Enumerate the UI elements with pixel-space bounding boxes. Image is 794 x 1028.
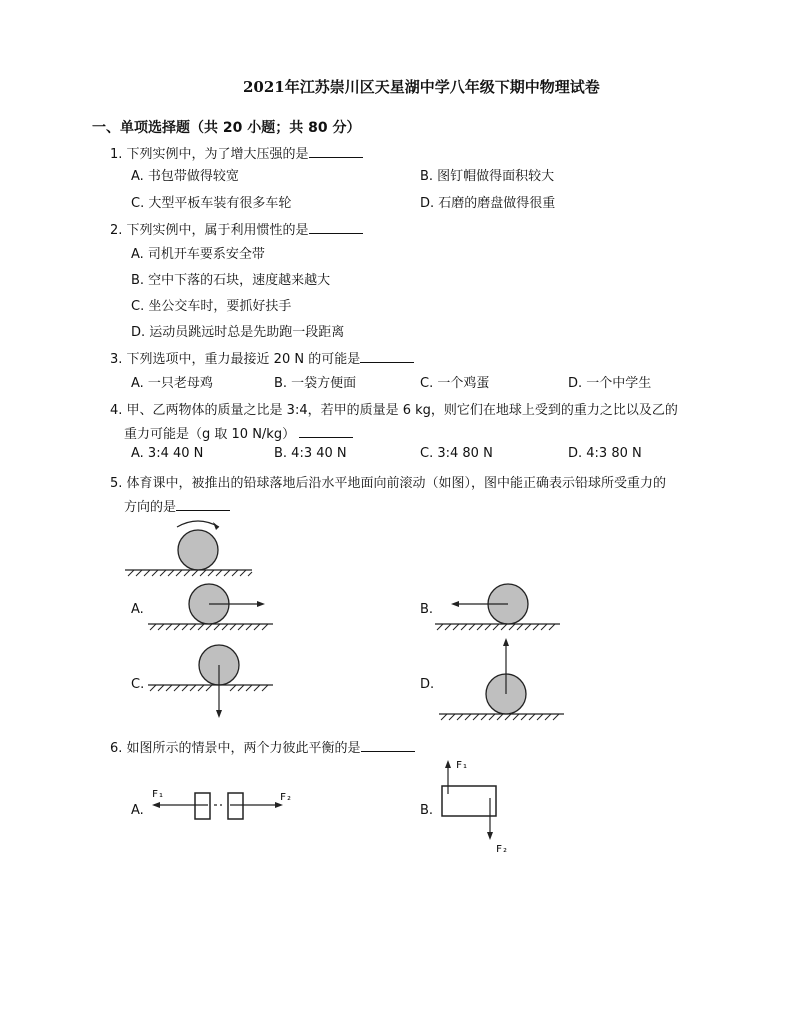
question-4-stem-line2: 重力可能是（g 取 10 N/kg） (124, 423, 353, 442)
question-3-stem: 3. 下列选项中，重力最接近 20 N 的可能是 (110, 348, 414, 367)
q5-option-c-figure (145, 642, 280, 722)
q6-option-b-figure (438, 756, 528, 856)
answer-blank (299, 426, 353, 438)
q6-option-a-label: A. (131, 803, 144, 818)
q2-option-c: C. 坐公交车时，要抓好扶手 (131, 299, 292, 314)
q1-option-b: B. 图钉帽做得面积较大 (420, 169, 555, 184)
q5-option-b-label: B. (420, 602, 434, 617)
q2-option-a: A. 司机开车要系安全带 (131, 247, 265, 262)
q5-option-b-figure (432, 580, 567, 635)
q6-option-b-label: B. (420, 803, 434, 818)
answer-blank (360, 351, 414, 363)
q3-option-b: B. 一袋方便面 (274, 376, 357, 391)
question-1-stem: 1. 下列实例中，为了增大压强的是 (110, 143, 363, 162)
rolling-ball-figure (120, 510, 260, 580)
q4-option-a: A. 3:4 40 N (131, 446, 204, 461)
q2-option-d: D. 运动员跳远时总是先助跑一段距离 (131, 325, 345, 340)
force-label-f1: F₁ (456, 760, 469, 771)
q4-option-b: B. 4:3 40 N (274, 446, 347, 461)
question-5-stem-line1: 5. 体育课中，被推出的铅球落地后沿水平地面向前滚动（如图），图中能正确表示铅球所受重力的 (110, 476, 667, 491)
question-6-stem: 6. 如图所示的情景中，两个力彼此平衡的是 (110, 737, 415, 756)
force-label-f2: F₂ (496, 844, 509, 855)
q1-option-d: D. 石磨的磨盘做得很重 (420, 196, 556, 211)
q3-option-c: C. 一个鸡蛋 (420, 376, 490, 391)
q6-option-a-figure (150, 786, 305, 826)
q5-option-a-label: A. (131, 602, 144, 617)
q1-option-c: C. 大型平板车装有很多车轮 (131, 196, 292, 211)
answer-blank (309, 146, 363, 158)
section-heading: 一、单项选择题（共 20 小题；共 80 分） (92, 120, 361, 136)
force-label-f2: F₂ (280, 792, 293, 803)
q4-option-d: D. 4:3 80 N (568, 446, 642, 461)
q2-option-b: B. 空中下落的石块，速度越来越大 (131, 273, 331, 288)
question-4-stem-line1: 4. 甲、乙两物体的质量之比是 3:4，若甲的质量是 6 kg，则它们在地球上受到的重力之比以及乙的 (110, 403, 678, 418)
q5-option-d-figure (436, 636, 571, 726)
q5-option-d-label: D. (420, 677, 435, 692)
q1-option-a: A. 书包带做得较宽 (131, 169, 239, 184)
question-5-stem-line2: 方向的是 (124, 496, 230, 515)
q5-option-c-label: C. (131, 677, 145, 692)
page-title: 2021年江苏崇川区天星湖中学八年级下期中物理试卷 (243, 78, 600, 96)
force-label-f1: F₁ (152, 789, 165, 800)
q4-option-c: C. 3:4 80 N (420, 446, 493, 461)
answer-blank (309, 222, 363, 234)
q3-option-a: A. 一只老母鸡 (131, 376, 213, 391)
q5-option-a-figure (145, 580, 280, 635)
answer-blank (361, 740, 415, 752)
question-2-stem: 2. 下列实例中，属于利用惯性的是 (110, 219, 363, 238)
q3-option-d: D. 一个中学生 (568, 376, 652, 391)
